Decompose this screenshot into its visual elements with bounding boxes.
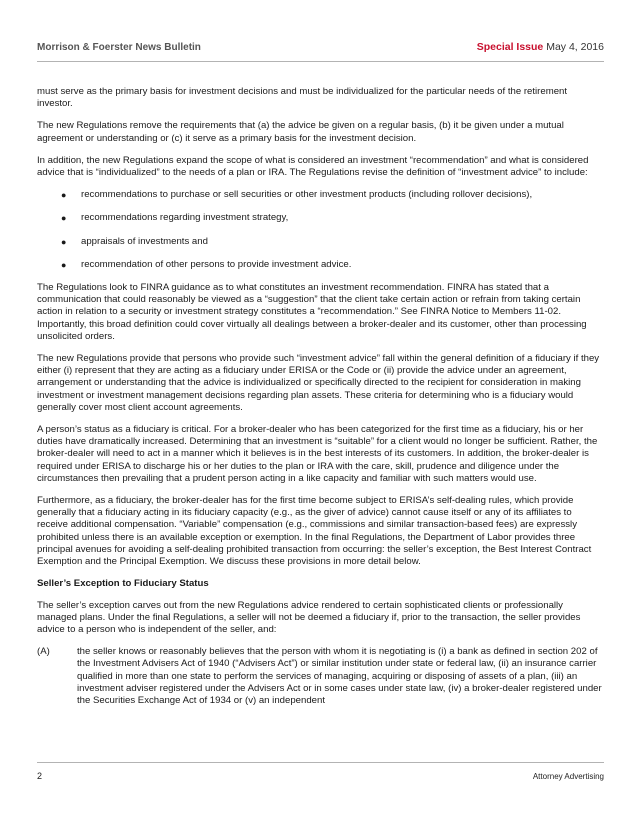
paragraph-2: The new Regulations remove the requirements that (a) the advice be given on a regular basis, (b) it be given under a mutual agreement or understanding or (c) it serve as a primary basis for the investment decision.: [37, 120, 564, 144]
paragraph-6: A person’s status as a fiduciary is critical. For a broker-dealer who has been categorized for the first time as a fiduciary, his or her duties have dramatically increased. Determining that an investment is “suitable” for a client would no longer be sufficient. Rather, the broker-dealer will need to act in a manner which it believes is in the best interests of its customers. In addition, the broker-dealer is required under ERISA to discharge his or her duties to the plan or IRA with the care, skill, prudence and diligence under the circumstances then prevailing that a prudent person acting in a like capacity and familiar with such matters would use.: [37, 424, 598, 484]
investment-advice-list: [37, 189, 604, 271]
special-issue-label: Special Issue: [476, 41, 544, 53]
bulletin-title: Morrison & Foerster News Bulletin: [37, 42, 201, 53]
section-heading: Seller’s Exception to Fiduciary Status: [37, 578, 209, 590]
list-item: [37, 259, 604, 271]
paragraph-8: The seller’s exception carves out from the new Regulations advice rendered to certain sophisticated clients or professionally managed plans. Under the final Regulations, a seller will not be deemed a fiduciary if, prior to the transaction, the seller provides advice to a person who is independent of the seller, and:: [37, 599, 581, 635]
issue-date: May 4, 2016: [546, 41, 604, 53]
paragraph-4: The Regulations look to FINRA guidance as to what constitutes an investment recommendation. FINRA has stated that a communication that could reasonably be viewed as a “suggestion” that the client take certain action or refrain from taking certain action in relation to a security or investment strategy constitutes a “recommendation.” See FINRA Notice to Members 11-02. Importantly, this broad definition could cover virtually all dealings between a broker-dealer and its customer, other than processing unsolicited orders.: [37, 282, 587, 342]
paragraph-3: In addition, the new Regulations expand the scope of what is considered an investment “recommendation” and what is considered advice that is “individualized” to the needs of a plan or IRA. The Regulations revise the definition of “investment advice” to include:: [37, 154, 589, 179]
footer-divider: [37, 762, 604, 763]
list-item-text: recommendations to purchase or sell securities or other investment products (including rollover decisions),: [81, 189, 533, 201]
list-item: [37, 236, 604, 248]
bullet-icon: ●: [61, 190, 67, 201]
page-number: 2: [37, 771, 43, 781]
paragraph-7: Furthermore, as a fiduciary, the broker-dealer has for the first time become subject to ERISA’s self-dealing rules, which provide generally that a fiduciary acting in its fiduciary capacity (e.g., as the giver of advice) cannot cause itself or any of its affiliates to receive additional compensation. “Variable” compensation (e.g., commissions and similar transaction-based fees) are expressly prohibited unless there is an available exception or exemption. In the final Regulations, the Department of Labor provides three principal avenues for avoiding a self-dealing prohibited transaction from occurring: the seller’s exception, the Best Interest Contract Exemption and the Principal Exemption. We discuss these provisions in more detail below.: [37, 495, 592, 568]
paragraph-1: must serve as the primary basis for investment decisions and must be individualized for the particular needs of the retirement investor.: [37, 86, 568, 110]
paragraph-5: The new Regulations provide that persons who provide such “investment advice” fall within the general definition of a fiduciary if they either (i) represent that they are acting as a fiduciary under ERISA or the Code or (ii) provide the advice under an agreement, arrangement or understanding that the advice is individualized or specifically directed to the recipient for consideration in making investment or investment management decisions regarding plan assets. These criteria for determining who is a fiduciary would generally cover most client account agreements.: [37, 353, 600, 413]
list-item: [37, 212, 604, 224]
article-body: [37, 86, 604, 707]
page-header: [37, 39, 604, 61]
enumerated-item-a: [37, 646, 604, 707]
list-item-text: appraisals of investments and: [81, 235, 208, 247]
bullet-icon: ●: [61, 259, 67, 270]
item-text: the seller knows or reasonably believes that the person with whom it is negotiating is (i) a bank as defined in section 202 of the Investment Advisers Act of 1940 (“Advisers Act”) or similar institution under state or federal law, (ii) an insurance carrier qualified in more than one state to perform the services of managing, acquiring or disposing of assets of a plan, (iii) an investment adviser registered under the Advisers Act or in some cases under state law, (iv) a broker-dealer registered under the Securities Exchange Act of 1934 or (v) an independent: [77, 646, 602, 706]
bullet-icon: ●: [61, 213, 67, 224]
bullet-icon: ●: [61, 236, 67, 247]
header-divider: [37, 61, 604, 62]
item-marker: (A): [37, 646, 50, 658]
list-item-text: recommendation of other persons to provide investment advice.: [81, 258, 352, 270]
attorney-advertising-label: Attorney Advertising: [532, 772, 604, 781]
issue-info: [477, 41, 604, 53]
list-item-text: recommendations regarding investment strategy,: [81, 212, 289, 224]
list-item: [37, 189, 604, 201]
